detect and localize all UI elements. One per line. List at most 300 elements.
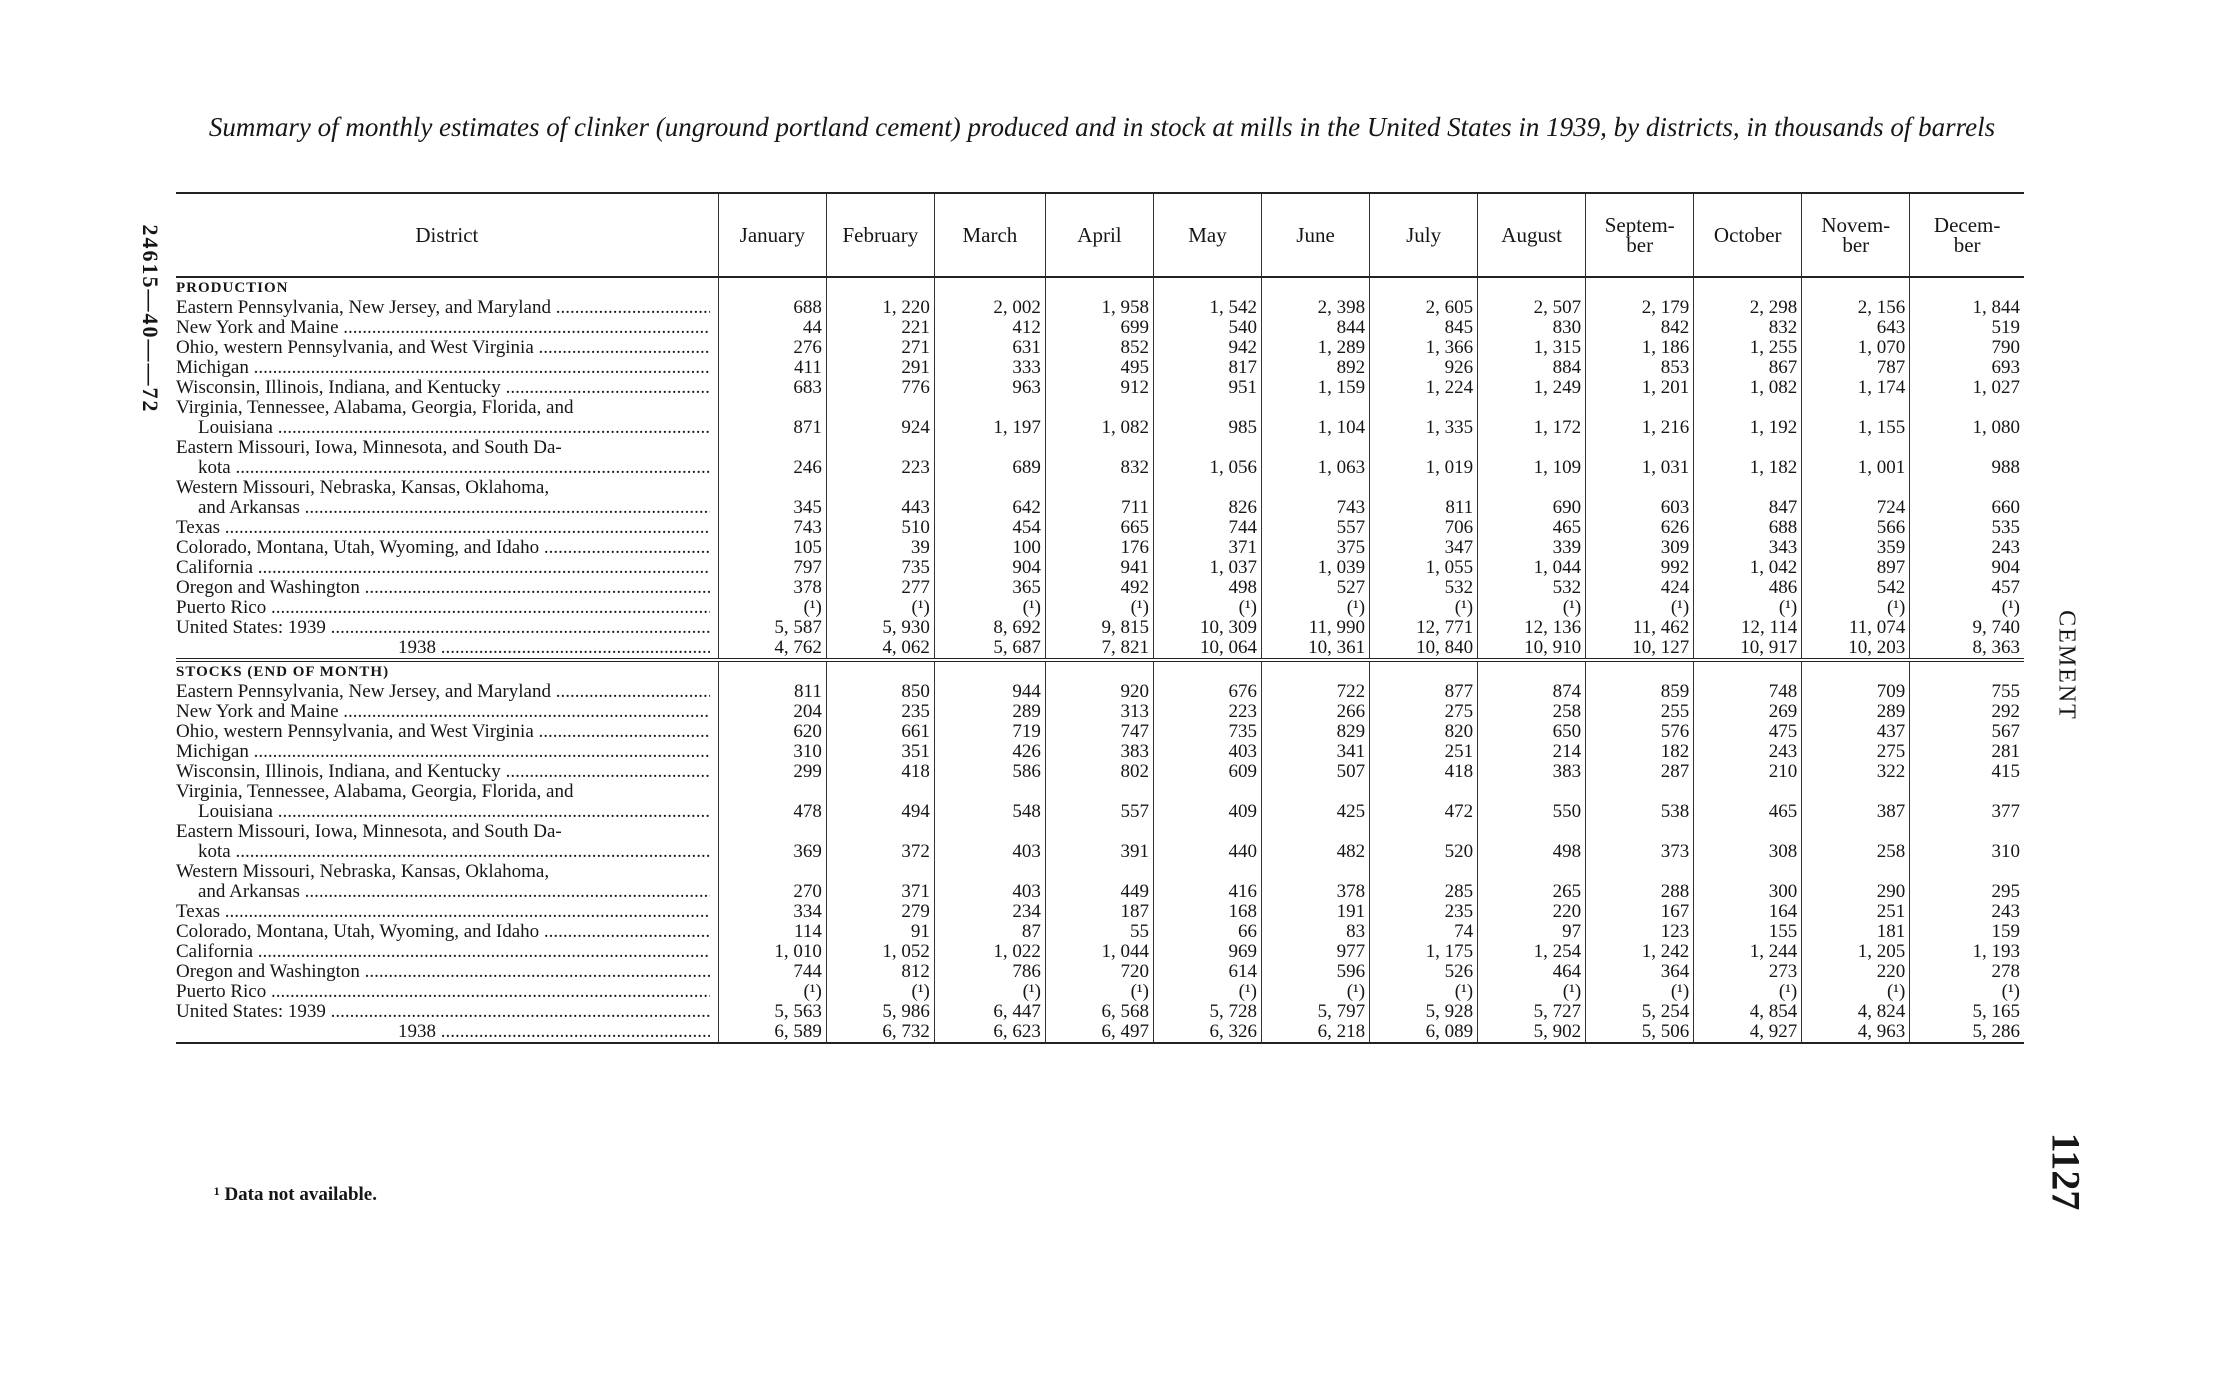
value-cell: 377 (1910, 782, 2024, 822)
value-cell: 1, 022 (934, 942, 1045, 962)
value-cell: (¹) (1586, 982, 1694, 1002)
column-header-month: February (826, 193, 934, 277)
us-total-label-text: United States: 1939 ..... (176, 1002, 710, 1022)
value-cell: 300 (1694, 862, 1802, 902)
column-header-district: District (176, 193, 718, 277)
value-cell: 743 (718, 518, 826, 538)
value-cell: 246 (718, 438, 826, 478)
value-cell: 279 (826, 902, 934, 922)
value-cell: 642 (934, 478, 1045, 518)
value-cell: 853 (1586, 358, 1694, 378)
value-cell: 859 (1586, 682, 1694, 702)
value-cell: 472 (1370, 782, 1478, 822)
total-value-cell: 5, 563 (718, 1002, 826, 1022)
value-cell: 519 (1910, 318, 2024, 338)
total-value-cell: 5, 687 (934, 638, 1045, 660)
value-cell: 281 (1910, 742, 2024, 762)
value-cell: 747 (1045, 722, 1153, 742)
table-row (176, 962, 2024, 982)
value-cell: 977 (1262, 942, 1370, 962)
section-heading: PRODUCTION (176, 280, 289, 296)
district-name (176, 318, 718, 338)
value-cell: 235 (826, 702, 934, 722)
value-cell: (¹) (1262, 982, 1370, 1002)
value-cell: 1, 220 (826, 298, 934, 318)
value-cell: 457 (1910, 578, 2024, 598)
district-name-text: Texas ..... (176, 518, 710, 538)
empty-cell (1262, 277, 1370, 298)
value-cell: 1, 182 (1694, 438, 1802, 478)
value-cell: 387 (1802, 782, 1910, 822)
total-value-cell: 10, 361 (1262, 638, 1370, 660)
empty-cell (1910, 277, 2024, 298)
value-cell: 787 (1802, 358, 1910, 378)
value-cell: 1, 039 (1262, 558, 1370, 578)
value-cell: 114 (718, 922, 826, 942)
total-value-cell: 10, 309 (1153, 618, 1261, 638)
total-value-cell: 5, 727 (1478, 1002, 1586, 1022)
empty-cell (718, 277, 826, 298)
value-cell: 411 (718, 358, 826, 378)
empty-cell (1153, 277, 1261, 298)
district-name-text: Oregon and Washington ..... (176, 962, 710, 982)
value-cell: 181 (1802, 922, 1910, 942)
column-header-month: July (1370, 193, 1478, 277)
value-cell: 538 (1586, 782, 1694, 822)
value-cell: 2, 298 (1694, 298, 1802, 318)
running-section-head-text: CEMENT (2053, 610, 2080, 721)
margin-print-code-text: 24615—40——72 (138, 224, 163, 414)
total-value-cell: 9, 740 (1910, 618, 2024, 638)
value-cell: (¹) (826, 982, 934, 1002)
total-value-cell: 4, 824 (1802, 1002, 1910, 1022)
footnote: ¹ Data not available. (214, 1184, 377, 1205)
value-cell: 334 (718, 902, 826, 922)
total-value-cell: 5, 254 (1586, 1002, 1694, 1022)
us-total-row (176, 1022, 2024, 1043)
value-cell: 275 (1370, 702, 1478, 722)
value-cell: 465 (1478, 518, 1586, 538)
table-title: Summary of monthly estimates of clinker (unground portland cement) produced and in stock at mills in the United States in 1939, by districts, in thousands of barrels (208, 112, 1996, 142)
total-value-cell: 6, 568 (1045, 1002, 1153, 1022)
district-name (176, 742, 718, 762)
district-name (176, 682, 718, 702)
value-cell: 660 (1910, 478, 2024, 518)
value-cell: (¹) (1153, 598, 1261, 618)
column-header-month: Novem- ber (1802, 193, 1910, 277)
value-cell: 650 (1478, 722, 1586, 742)
value-cell: 744 (1153, 518, 1261, 538)
value-cell: 912 (1045, 378, 1153, 398)
district-name (176, 338, 718, 358)
value-cell: 289 (934, 702, 1045, 722)
value-cell: 797 (718, 558, 826, 578)
district-name-text: Ohio, western Pennsylvania, and West Virginia ..... (176, 338, 710, 358)
us-total-label (176, 1022, 718, 1043)
value-cell: 620 (718, 722, 826, 742)
value-cell: (¹) (934, 598, 1045, 618)
value-cell: 373 (1586, 822, 1694, 862)
value-cell: 576 (1586, 722, 1694, 742)
value-cell: 1, 082 (1045, 398, 1153, 438)
value-cell: 557 (1262, 518, 1370, 538)
district-name-text: Ohio, western Pennsylvania, and West Virginia ..... (176, 722, 710, 742)
empty-cell (1694, 660, 1802, 682)
value-cell: 603 (1586, 478, 1694, 518)
value-cell: 596 (1262, 962, 1370, 982)
total-value-cell: 4, 062 (826, 638, 934, 660)
total-value-cell: 4, 854 (1694, 1002, 1802, 1022)
value-cell: 744 (718, 962, 826, 982)
value-cell: 963 (934, 378, 1045, 398)
value-cell: 892 (1262, 358, 1370, 378)
district-name-line2: and Arkansas ..... (176, 882, 710, 902)
empty-cell (1802, 277, 1910, 298)
table-row (176, 318, 2024, 338)
value-cell: 182 (1586, 742, 1694, 762)
value-cell: 74 (1370, 922, 1478, 942)
us-total-row (176, 1002, 2024, 1022)
total-value-cell: 6, 447 (934, 1002, 1045, 1022)
value-cell: 992 (1586, 558, 1694, 578)
value-cell: 437 (1802, 722, 1910, 742)
value-cell: 1, 255 (1694, 338, 1802, 358)
value-cell: 287 (1586, 762, 1694, 782)
district-name-line2: kota ..... (176, 458, 710, 478)
value-cell: 904 (1910, 558, 2024, 578)
value-cell: 755 (1910, 682, 2024, 702)
value-cell: 817 (1153, 358, 1261, 378)
value-cell: 944 (934, 682, 1045, 702)
value-cell: 735 (826, 558, 934, 578)
value-cell: 550 (1478, 782, 1586, 822)
column-header-month: October (1694, 193, 1802, 277)
value-cell: 155 (1694, 922, 1802, 942)
value-cell: 276 (718, 338, 826, 358)
district-name (176, 298, 718, 318)
page-number (2044, 1120, 2088, 1220)
value-cell: 1, 201 (1586, 378, 1694, 398)
total-value-cell: 5, 902 (1478, 1022, 1586, 1043)
table-row (176, 538, 2024, 558)
value-cell: 811 (1370, 478, 1478, 518)
column-header-month: April (1045, 193, 1153, 277)
total-value-cell: 6, 326 (1153, 1022, 1261, 1043)
value-cell: 383 (1045, 742, 1153, 762)
table-row (176, 922, 2024, 942)
district-name (176, 598, 718, 618)
empty-cell (1478, 660, 1586, 682)
value-cell: 492 (1045, 578, 1153, 598)
district-name-line2: Louisiana ..... (176, 418, 710, 438)
value-cell: 285 (1370, 862, 1478, 902)
value-cell: (¹) (1802, 598, 1910, 618)
value-cell: 2, 002 (934, 298, 1045, 318)
value-cell: 159 (1910, 922, 2024, 942)
value-cell: 720 (1045, 962, 1153, 982)
value-cell: 295 (1910, 862, 2024, 902)
empty-cell (1802, 660, 1910, 682)
total-value-cell: 10, 917 (1694, 638, 1802, 660)
total-value-cell: 6, 218 (1262, 1022, 1370, 1043)
value-cell: 1, 010 (718, 942, 826, 962)
empty-cell (1262, 660, 1370, 682)
us-total-label (176, 638, 718, 660)
value-cell: 2, 179 (1586, 298, 1694, 318)
district-name (176, 478, 718, 518)
district-name-line1: Western Missouri, Nebraska, Kansas, Oklahoma, (176, 861, 550, 882)
value-cell: 495 (1045, 358, 1153, 378)
district-name (176, 702, 718, 722)
district-name-line1: Virginia, Tennessee, Alabama, Georgia, Florida, and (176, 781, 574, 802)
value-cell: 494 (826, 782, 934, 822)
value-cell: 243 (1910, 902, 2024, 922)
value-cell: 1, 104 (1262, 398, 1370, 438)
district-name-text: Puerto Rico ..... (176, 598, 710, 618)
table-row (176, 598, 2024, 618)
table-row (176, 438, 2024, 478)
district-name-text: Colorado, Montana, Utah, Wyoming, and Idaho ..... (176, 922, 710, 942)
district-name-text: Eastern Pennsylvania, New Jersey, and Maryland ..... (176, 682, 710, 702)
value-cell: (¹) (718, 982, 826, 1002)
district-name-line1: Eastern Missouri, Iowa, Minnesota, and South Da- (176, 437, 562, 458)
value-cell: 210 (1694, 762, 1802, 782)
total-value-cell: 11, 990 (1262, 618, 1370, 638)
section-heading: STOCKS (END OF MONTH) (176, 664, 390, 680)
value-cell: 191 (1262, 902, 1370, 922)
us-total-label (176, 618, 718, 638)
value-cell: 412 (934, 318, 1045, 338)
value-cell: 1, 055 (1370, 558, 1478, 578)
value-cell: 378 (1262, 862, 1370, 902)
value-cell: 220 (1478, 902, 1586, 922)
value-cell: 631 (934, 338, 1045, 358)
district-name-text: Michigan ..... (176, 358, 710, 378)
table-row (176, 822, 2024, 862)
district-name-text: New York and Maine ..... (176, 702, 710, 722)
value-cell: 1, 037 (1153, 558, 1261, 578)
value-cell: 1, 109 (1478, 438, 1586, 478)
value-cell: 187 (1045, 902, 1153, 922)
table-row (176, 702, 2024, 722)
value-cell: 924 (826, 398, 934, 438)
value-cell: 255 (1586, 702, 1694, 722)
value-cell: 661 (826, 722, 934, 742)
total-value-cell: 5, 797 (1262, 1002, 1370, 1022)
district-name-text: Michigan ..... (176, 742, 710, 762)
value-cell: 1, 001 (1802, 438, 1910, 478)
value-cell: 535 (1910, 518, 2024, 538)
value-cell: 897 (1802, 558, 1910, 578)
value-cell: 683 (718, 378, 826, 398)
value-cell: 364 (1586, 962, 1694, 982)
value-cell: 1, 315 (1478, 338, 1586, 358)
table-row (176, 558, 2024, 578)
total-value-cell: 5, 930 (826, 618, 934, 638)
value-cell: 1, 197 (934, 398, 1045, 438)
value-cell: 164 (1694, 902, 1802, 922)
value-cell: 874 (1478, 682, 1586, 702)
table-row (176, 742, 2024, 762)
total-value-cell: 6, 732 (826, 1022, 934, 1043)
value-cell: 2, 507 (1478, 298, 1586, 318)
value-cell: 243 (1694, 742, 1802, 762)
value-cell: 2, 398 (1262, 298, 1370, 318)
district-name (176, 558, 718, 578)
value-cell: 176 (1045, 538, 1153, 558)
value-cell: 454 (934, 518, 1045, 538)
total-value-cell: 12, 114 (1694, 618, 1802, 638)
value-cell: 626 (1586, 518, 1694, 538)
table-row (176, 378, 2024, 398)
total-value-cell: 5, 587 (718, 618, 826, 638)
district-name-text: Texas ..... (176, 902, 710, 922)
value-cell: 478 (718, 782, 826, 822)
value-cell: 243 (1910, 538, 2024, 558)
value-cell: 339 (1478, 538, 1586, 558)
district-name-text: California ..... (176, 942, 710, 962)
district-name (176, 902, 718, 922)
value-cell: 1, 031 (1586, 438, 1694, 478)
value-cell: 290 (1802, 862, 1910, 902)
district-name (176, 358, 718, 378)
value-cell: 482 (1262, 822, 1370, 862)
total-value-cell: 8, 692 (934, 618, 1045, 638)
value-cell: 221 (826, 318, 934, 338)
value-cell: (¹) (1045, 598, 1153, 618)
district-name-text: Oregon and Washington ..... (176, 578, 710, 598)
value-cell: 643 (1802, 318, 1910, 338)
value-cell: 665 (1045, 518, 1153, 538)
value-cell: 465 (1694, 782, 1802, 822)
value-cell: 486 (1694, 578, 1802, 598)
value-cell: 97 (1478, 922, 1586, 942)
value-cell: 1, 044 (1478, 558, 1586, 578)
table-row (176, 518, 2024, 538)
value-cell: 1, 335 (1370, 398, 1478, 438)
total-value-cell: 5, 506 (1586, 1022, 1694, 1043)
district-name-text: New York and Maine ..... (176, 318, 710, 338)
column-header-month: Septem- ber (1586, 193, 1694, 277)
value-cell: 416 (1153, 862, 1261, 902)
us-total-row (176, 638, 2024, 660)
value-cell: (¹) (1153, 982, 1261, 1002)
value-cell: 802 (1045, 762, 1153, 782)
column-header-month: August (1478, 193, 1586, 277)
value-cell: (¹) (1910, 982, 2024, 1002)
value-cell: 510 (826, 518, 934, 538)
value-cell: 1, 366 (1370, 338, 1478, 358)
value-cell: 786 (934, 962, 1045, 982)
value-cell: 985 (1153, 398, 1261, 438)
value-cell: (¹) (1586, 598, 1694, 618)
total-value-cell: 12, 136 (1478, 618, 1586, 638)
value-cell: 609 (1153, 762, 1261, 782)
value-cell: 548 (934, 782, 1045, 822)
total-value-cell: 4, 927 (1694, 1022, 1802, 1043)
district-name (176, 862, 718, 902)
value-cell: 1, 242 (1586, 942, 1694, 962)
value-cell: 310 (1910, 822, 2024, 862)
value-cell: 830 (1478, 318, 1586, 338)
value-cell: 365 (934, 578, 1045, 598)
value-cell: 55 (1045, 922, 1153, 942)
district-name (176, 822, 718, 862)
value-cell: 847 (1694, 478, 1802, 518)
total-value-cell: 10, 127 (1586, 638, 1694, 660)
value-cell: 258 (1478, 702, 1586, 722)
value-cell: 1, 193 (1910, 942, 2024, 962)
district-name-text: Eastern Pennsylvania, New Jersey, and Maryland ..... (176, 298, 710, 318)
value-cell: 449 (1045, 862, 1153, 902)
value-cell: 322 (1802, 762, 1910, 782)
total-value-cell: 5, 928 (1370, 1002, 1478, 1022)
table-row (176, 782, 2024, 822)
value-cell: 688 (1694, 518, 1802, 538)
value-cell: 359 (1802, 538, 1910, 558)
value-cell: 1, 063 (1262, 438, 1370, 478)
value-cell: (¹) (826, 598, 934, 618)
value-cell: 275 (1802, 742, 1910, 762)
value-cell: 1, 844 (1910, 298, 2024, 318)
value-cell: 845 (1370, 318, 1478, 338)
value-cell: 735 (1153, 722, 1261, 742)
total-value-cell: 6, 623 (934, 1022, 1045, 1043)
value-cell: 265 (1478, 862, 1586, 902)
value-cell: 1, 542 (1153, 298, 1261, 318)
value-cell: 1, 254 (1478, 942, 1586, 962)
value-cell: 586 (934, 762, 1045, 782)
column-header-month: June (1262, 193, 1370, 277)
value-cell: (¹) (1694, 598, 1802, 618)
margin-print-code (136, 210, 164, 430)
total-value-cell: 5, 165 (1910, 1002, 2024, 1022)
value-cell: 1, 044 (1045, 942, 1153, 962)
value-cell: 123 (1586, 922, 1694, 942)
district-name-line2: Louisiana ..... (176, 802, 710, 822)
empty-cell (1478, 277, 1586, 298)
value-cell: 811 (718, 682, 826, 702)
value-cell: (¹) (1478, 598, 1586, 618)
total-value-cell: 4, 963 (1802, 1022, 1910, 1043)
value-cell: 309 (1586, 538, 1694, 558)
value-cell: 1, 289 (1262, 338, 1370, 358)
value-cell: 920 (1045, 682, 1153, 702)
total-value-cell: 12, 771 (1370, 618, 1478, 638)
header-row (176, 193, 2024, 277)
total-value-cell: 6, 497 (1045, 1022, 1153, 1043)
district-name (176, 982, 718, 1002)
value-cell: 443 (826, 478, 934, 518)
value-cell: 1, 070 (1802, 338, 1910, 358)
value-cell: (¹) (1802, 982, 1910, 1002)
value-cell: 100 (934, 538, 1045, 558)
value-cell: 270 (718, 862, 826, 902)
empty-cell (1586, 660, 1694, 682)
value-cell: 567 (1910, 722, 2024, 742)
value-cell: 2, 156 (1802, 298, 1910, 318)
empty-cell (1910, 660, 2024, 682)
value-cell: 251 (1802, 902, 1910, 922)
table-row (176, 578, 2024, 598)
empty-cell (826, 277, 934, 298)
total-value-cell: 6, 089 (1370, 1022, 1478, 1043)
empty-cell (934, 660, 1045, 682)
value-cell: 566 (1802, 518, 1910, 538)
value-cell: 345 (718, 478, 826, 518)
value-cell: (¹) (1694, 982, 1802, 1002)
value-cell: 288 (1586, 862, 1694, 902)
